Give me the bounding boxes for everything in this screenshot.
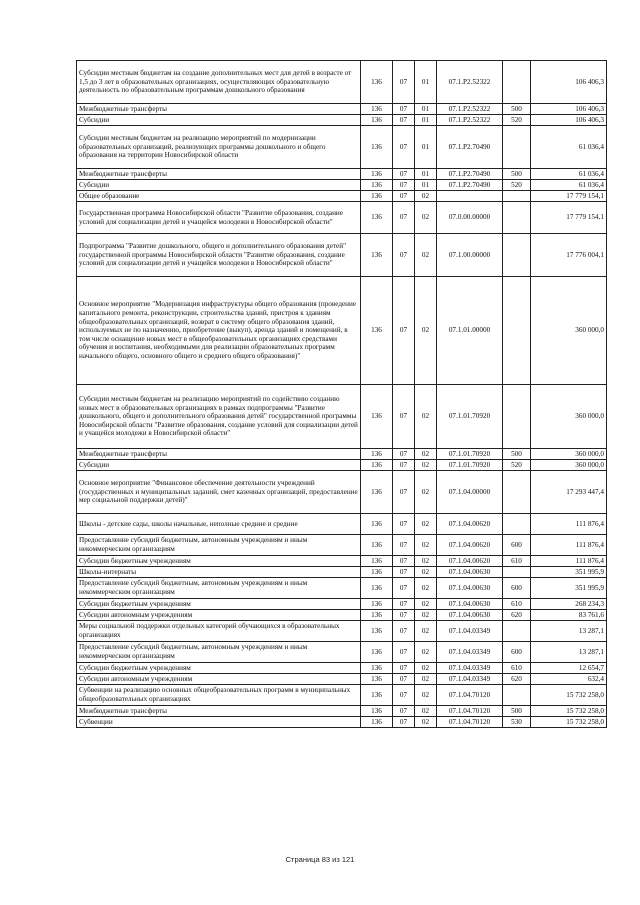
cell-expense-type	[503, 567, 531, 578]
cell-target-article: 07.1.01.00000	[437, 277, 503, 385]
cell-amount: 351 995,9	[531, 578, 607, 599]
cell-section: 07	[393, 191, 415, 202]
cell-name: Субсидии бюджетным учреждениям	[77, 663, 361, 674]
cell-target-article: 07.1.01.70920	[437, 385, 503, 449]
cell-name: Субсидии автономным учреждениям	[77, 674, 361, 685]
cell-subsection: 02	[415, 460, 437, 471]
cell-expense-type: 610	[503, 663, 531, 674]
table-row	[77, 180, 607, 191]
cell-grbs: 136	[361, 277, 393, 385]
table-row	[77, 599, 607, 610]
cell-target-article: 07.1.04.00620	[437, 556, 503, 567]
cell-grbs: 136	[361, 449, 393, 460]
cell-amount: 17 293 447,4	[531, 471, 607, 514]
cell-name: Межбюджетные трансферты	[77, 706, 361, 717]
cell-name: Субсидии автономным учреждениям	[77, 610, 361, 621]
cell-name: Общее образование	[77, 191, 361, 202]
cell-name: Субсидии бюджетным учреждениям	[77, 556, 361, 567]
cell-grbs: 136	[361, 599, 393, 610]
cell-amount: 13 287,1	[531, 621, 607, 642]
cell-expense-type	[503, 471, 531, 514]
cell-subsection: 01	[415, 61, 437, 104]
cell-grbs: 136	[361, 471, 393, 514]
cell-amount: 360 000,0	[531, 460, 607, 471]
cell-expense-type: 600	[503, 578, 531, 599]
cell-target-article: 07.1.01.70920	[437, 460, 503, 471]
cell-amount: 15 732 258,0	[531, 706, 607, 717]
cell-name: Школы-интернаты	[77, 567, 361, 578]
cell-expense-type	[503, 277, 531, 385]
cell-target-article: 07.1.04.00620	[437, 535, 503, 556]
cell-section: 07	[393, 104, 415, 115]
cell-grbs: 136	[361, 685, 393, 706]
cell-amount: 111 876,4	[531, 514, 607, 535]
cell-subsection: 02	[415, 685, 437, 706]
cell-name: Школы - детские сады, школы начальные, неполные средние и средние	[77, 514, 361, 535]
cell-grbs: 136	[361, 663, 393, 674]
cell-expense-type: 620	[503, 674, 531, 685]
cell-expense-type: 520	[503, 180, 531, 191]
cell-expense-type	[503, 385, 531, 449]
cell-subsection: 02	[415, 674, 437, 685]
cell-amount: 17 779 154,1	[531, 202, 607, 234]
cell-grbs: 136	[361, 567, 393, 578]
cell-section: 07	[393, 610, 415, 621]
cell-section: 07	[393, 126, 415, 169]
table-row	[77, 471, 607, 514]
cell-grbs: 136	[361, 61, 393, 104]
cell-target-article: 07.0.00.00000	[437, 202, 503, 234]
table-row	[77, 610, 607, 621]
cell-expense-type: 610	[503, 556, 531, 567]
cell-section: 07	[393, 685, 415, 706]
cell-target-article: 07.1.P2.52322	[437, 104, 503, 115]
table-row	[77, 535, 607, 556]
cell-amount: 61 036,4	[531, 180, 607, 191]
budget-table	[76, 60, 607, 728]
cell-section: 07	[393, 567, 415, 578]
cell-expense-type: 520	[503, 115, 531, 126]
cell-grbs: 136	[361, 191, 393, 202]
cell-grbs: 136	[361, 717, 393, 728]
cell-subsection: 02	[415, 191, 437, 202]
cell-expense-type: 520	[503, 460, 531, 471]
cell-section: 07	[393, 514, 415, 535]
cell-name: Субсидии местным бюджетам на реализацию мероприятий по содействию созданию новых мест в образовательных организациях в рамках подпрограммы "Развитие дошкольного, общего и дополнительного образования детей" государственной программы Новосибирской области "Развитие образования, создание условий для социализации детей и учащейся молодежи в Новосибирской области"	[77, 385, 361, 449]
budget-table-container	[76, 60, 606, 728]
cell-amount: 268 234,3	[531, 599, 607, 610]
table-row	[77, 642, 607, 663]
cell-target-article: 07.1.04.00630	[437, 567, 503, 578]
table-row	[77, 556, 607, 567]
cell-amount: 17 779 154,1	[531, 191, 607, 202]
cell-section: 07	[393, 61, 415, 104]
cell-amount: 12 654,7	[531, 663, 607, 674]
cell-section: 07	[393, 717, 415, 728]
cell-section: 07	[393, 663, 415, 674]
cell-name: Межбюджетные трансферты	[77, 169, 361, 180]
cell-section: 07	[393, 706, 415, 717]
cell-name: Субсидии	[77, 460, 361, 471]
cell-subsection: 02	[415, 514, 437, 535]
cell-name: Субсидии	[77, 180, 361, 191]
cell-expense-type	[503, 514, 531, 535]
cell-subsection: 02	[415, 663, 437, 674]
cell-amount: 13 287,1	[531, 642, 607, 663]
cell-section: 07	[393, 202, 415, 234]
cell-subsection: 02	[415, 234, 437, 277]
cell-target-article: 07.1.04.00630	[437, 610, 503, 621]
cell-expense-type	[503, 61, 531, 104]
cell-grbs: 136	[361, 621, 393, 642]
cell-name: Субсидии	[77, 115, 361, 126]
table-row	[77, 663, 607, 674]
cell-section: 07	[393, 169, 415, 180]
cell-amount: 632,4	[531, 674, 607, 685]
cell-subsection: 01	[415, 180, 437, 191]
cell-section: 07	[393, 234, 415, 277]
table-body	[77, 61, 607, 728]
cell-target-article: 07.1.04.03349	[437, 621, 503, 642]
cell-subsection: 02	[415, 578, 437, 599]
cell-amount: 111 876,4	[531, 535, 607, 556]
table-row	[77, 578, 607, 599]
cell-target-article: 07.1.04.00620	[437, 514, 503, 535]
cell-grbs: 136	[361, 642, 393, 663]
page-number: Страница 83 из 121	[285, 855, 355, 864]
cell-grbs: 136	[361, 460, 393, 471]
table-row	[77, 277, 607, 385]
cell-name: Субвенции	[77, 717, 361, 728]
cell-subsection: 02	[415, 535, 437, 556]
cell-subsection: 02	[415, 610, 437, 621]
table-row	[77, 104, 607, 115]
cell-target-article: 07.1.04.00630	[437, 599, 503, 610]
cell-amount: 61 036,4	[531, 169, 607, 180]
cell-subsection: 02	[415, 599, 437, 610]
cell-grbs: 136	[361, 514, 393, 535]
cell-amount: 111 876,4	[531, 556, 607, 567]
cell-target-article: 07.1.P2.52322	[437, 61, 503, 104]
cell-section: 07	[393, 642, 415, 663]
table-row	[77, 706, 607, 717]
cell-expense-type: 500	[503, 449, 531, 460]
cell-target-article: 07.1.04.03349	[437, 642, 503, 663]
table-row	[77, 621, 607, 642]
cell-subsection: 02	[415, 717, 437, 728]
cell-amount: 106 406,3	[531, 61, 607, 104]
cell-amount: 351 995,9	[531, 567, 607, 578]
table-row	[77, 234, 607, 277]
cell-grbs: 136	[361, 610, 393, 621]
table-row	[77, 449, 607, 460]
cell-amount: 106 406,3	[531, 104, 607, 115]
cell-target-article	[437, 191, 503, 202]
cell-expense-type	[503, 191, 531, 202]
cell-expense-type: 600	[503, 535, 531, 556]
cell-section: 07	[393, 277, 415, 385]
cell-grbs: 136	[361, 202, 393, 234]
cell-name: Предоставление субсидий бюджетным, автономным учреждениям и иным некоммерческим организациям	[77, 578, 361, 599]
cell-expense-type: 600	[503, 642, 531, 663]
cell-grbs: 136	[361, 104, 393, 115]
cell-name: Межбюджетные трансферты	[77, 449, 361, 460]
cell-subsection: 02	[415, 567, 437, 578]
cell-grbs: 136	[361, 706, 393, 717]
cell-grbs: 136	[361, 126, 393, 169]
cell-section: 07	[393, 599, 415, 610]
cell-target-article: 07.1.04.00000	[437, 471, 503, 514]
cell-grbs: 136	[361, 180, 393, 191]
cell-grbs: 136	[361, 115, 393, 126]
cell-subsection: 02	[415, 556, 437, 567]
cell-subsection: 02	[415, 449, 437, 460]
cell-target-article: 07.1.01.70920	[437, 449, 503, 460]
cell-amount: 360 000,0	[531, 385, 607, 449]
table-row	[77, 674, 607, 685]
cell-section: 07	[393, 180, 415, 191]
cell-amount: 83 761,6	[531, 610, 607, 621]
table-row	[77, 460, 607, 471]
cell-subsection: 02	[415, 385, 437, 449]
cell-expense-type	[503, 126, 531, 169]
cell-expense-type	[503, 202, 531, 234]
cell-target-article: 07.1.04.70120	[437, 685, 503, 706]
cell-subsection: 02	[415, 202, 437, 234]
table-row	[77, 126, 607, 169]
cell-name: Межбюджетные трансферты	[77, 104, 361, 115]
cell-subsection: 02	[415, 471, 437, 514]
cell-target-article: 07.1.P2.70490	[437, 180, 503, 191]
cell-amount: 15 732 258,0	[531, 685, 607, 706]
cell-name: Государственная программа Новосибирской области "Развитие образования, создание условий для социализации детей и учащейся молодежи в Новосибирской области"	[77, 202, 361, 234]
cell-name: Меры социальной поддержки отдельных категорий обучающихся в образовательных организациях	[77, 621, 361, 642]
cell-name: Подпрограмма "Развитие дошкольного, общего и дополнительного образования детей" государственной программы Новосибирской области "Развитие образования, создание условий для социализации детей и учащейся молодежи в Новосибирской области"	[77, 234, 361, 277]
cell-expense-type	[503, 685, 531, 706]
cell-expense-type: 500	[503, 104, 531, 115]
cell-section: 07	[393, 115, 415, 126]
cell-target-article: 07.1.00.00000	[437, 234, 503, 277]
cell-subsection: 02	[415, 277, 437, 385]
table-row	[77, 115, 607, 126]
table-row	[77, 567, 607, 578]
cell-section: 07	[393, 471, 415, 514]
cell-target-article: 07.1.P2.52322	[437, 115, 503, 126]
cell-name: Предоставление субсидий бюджетным, автономным учреждениям и иным некоммерческим организациям	[77, 535, 361, 556]
cell-target-article: 07.1.P2.70490	[437, 169, 503, 180]
cell-target-article: 07.1.P2.70490	[437, 126, 503, 169]
cell-amount: 15 732 258,0	[531, 717, 607, 728]
cell-subsection: 01	[415, 126, 437, 169]
table-row	[77, 169, 607, 180]
cell-section: 07	[393, 449, 415, 460]
cell-expense-type: 500	[503, 706, 531, 717]
cell-subsection: 01	[415, 104, 437, 115]
cell-grbs: 136	[361, 556, 393, 567]
cell-name: Субсидии местным бюджетам на реализацию мероприятий по модернизации образовательных организаций, реализующих программы дошкольного и общего образования на территории Новосибирской области	[77, 126, 361, 169]
cell-amount: 106 406,3	[531, 115, 607, 126]
table-row	[77, 191, 607, 202]
cell-amount: 17 776 004,1	[531, 234, 607, 277]
cell-section: 07	[393, 556, 415, 567]
cell-subsection: 01	[415, 115, 437, 126]
cell-subsection: 02	[415, 642, 437, 663]
cell-section: 07	[393, 460, 415, 471]
cell-name: Субсидии бюджетным учреждениям	[77, 599, 361, 610]
cell-grbs: 136	[361, 535, 393, 556]
table-row	[77, 61, 607, 104]
cell-grbs: 136	[361, 385, 393, 449]
cell-target-article: 07.1.04.70120	[437, 706, 503, 717]
table-row	[77, 717, 607, 728]
cell-grbs: 136	[361, 234, 393, 277]
table-row	[77, 685, 607, 706]
cell-amount: 61 036,4	[531, 126, 607, 169]
cell-expense-type	[503, 621, 531, 642]
cell-target-article: 07.1.04.03349	[437, 663, 503, 674]
cell-section: 07	[393, 578, 415, 599]
table-row	[77, 514, 607, 535]
cell-expense-type: 620	[503, 610, 531, 621]
cell-expense-type: 610	[503, 599, 531, 610]
cell-expense-type	[503, 234, 531, 277]
cell-amount: 360 000,0	[531, 449, 607, 460]
cell-section: 07	[393, 535, 415, 556]
cell-grbs: 136	[361, 169, 393, 180]
table-row	[77, 385, 607, 449]
cell-amount: 360 000,0	[531, 277, 607, 385]
cell-section: 07	[393, 385, 415, 449]
cell-name: Предоставление субсидий бюджетным, автономным учреждениям и иным некоммерческим организациям	[77, 642, 361, 663]
cell-name: Основное мероприятие "Финансовое обеспечение деятельности учреждений (государственных и муниципальных заданий, смет казенных организаций, предоставление мер социальной поддержки детей)"	[77, 471, 361, 514]
cell-grbs: 136	[361, 674, 393, 685]
cell-target-article: 07.1.04.70120	[437, 717, 503, 728]
cell-expense-type: 500	[503, 169, 531, 180]
cell-section: 07	[393, 621, 415, 642]
table-row	[77, 202, 607, 234]
cell-expense-type: 530	[503, 717, 531, 728]
cell-subsection: 02	[415, 621, 437, 642]
cell-section: 07	[393, 674, 415, 685]
cell-subsection: 01	[415, 169, 437, 180]
cell-target-article: 07.1.04.00630	[437, 578, 503, 599]
cell-name: Основное мероприятие "Модернизация инфраструктуры общего образования (проведение капитального ремонта, реконструкции, строительства зданий, пристроя к зданиям общеобразовательных организаций, возврат в систему общего образования зданий, используемых не по назначению, приобретение (выкуп), аренда зданий и помещений, в том числе оснащение новых мест в общеобразовательных организациях средствами обучения и воспитания, необходимыми для реализации образовательных программ начального общего, основного общего и среднего общего образования)"	[77, 277, 361, 385]
cell-subsection: 02	[415, 706, 437, 717]
cell-name: Субвенции на реализацию основных общеобразовательных программ в муниципальных общеобразовательных организациях	[77, 685, 361, 706]
cell-grbs: 136	[361, 578, 393, 599]
cell-target-article: 07.1.04.03349	[437, 674, 503, 685]
cell-name: Субсидии местным бюджетам на создание дополнительных мест для детей в возрасте от 1,5 до 3 лет в образовательных организациях, осуществляющих образовательную деятельность по образовательным программам дошкольного образования	[77, 61, 361, 104]
